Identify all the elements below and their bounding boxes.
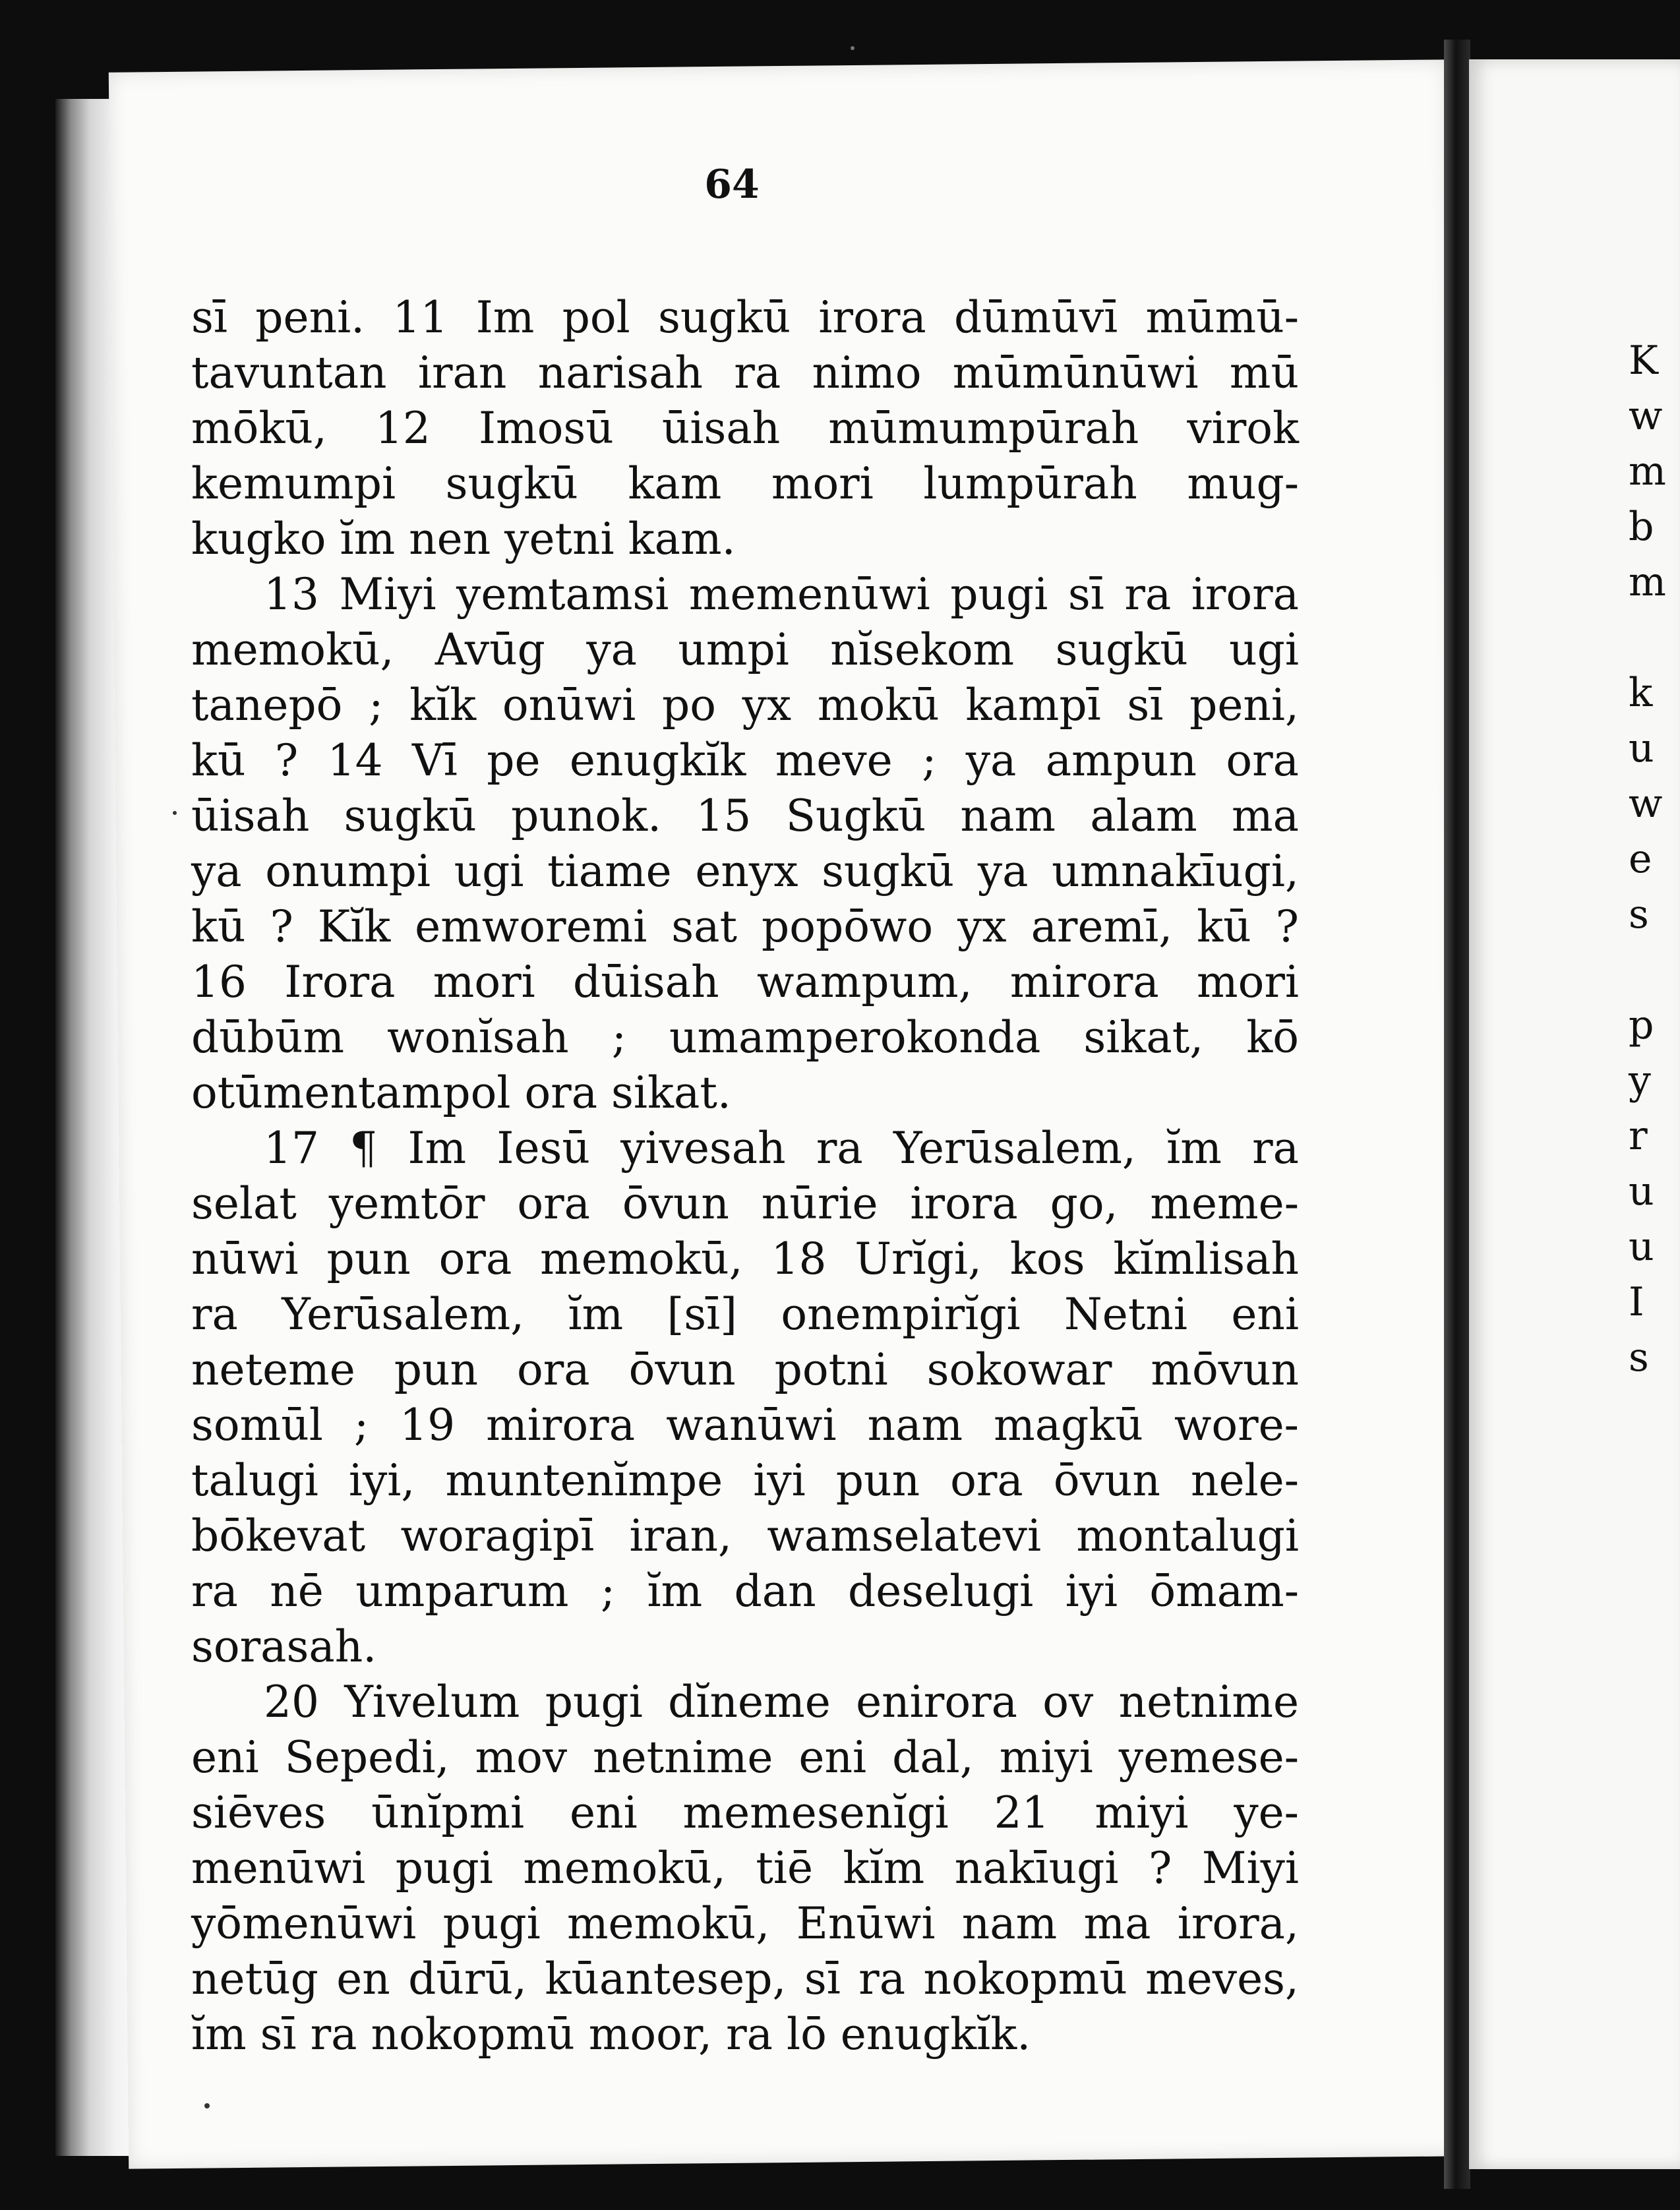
facing-page-letter: w [1629, 393, 1663, 439]
text-line: memokū, Avūg ya umpi nĭsekom sugkū ugi [191, 624, 1299, 675]
text-line: ĭm sī ra nokopmū moor, ra lō enugkĭk. [191, 2009, 1031, 2060]
text-line: ra Yerūsalem, ĭm [sī] onempirĭgi Netni eni [191, 1289, 1299, 1340]
text-line: tanepō ; kĭk onūwi po yx mokū kampī sī peni, [191, 680, 1299, 731]
facing-page-letter: r [1629, 1113, 1648, 1159]
text-line: 20 Yivelum pugi dĭneme enirora ov netnime [264, 1677, 1299, 1727]
facing-page-letter: m [1629, 448, 1666, 494]
facing-page-letter: s [1629, 891, 1649, 938]
text-line: kemumpi sugkū kam mori lumpūrah mug- [191, 458, 1299, 509]
facing-page-letter: u [1629, 1224, 1654, 1270]
text-line: dūbūm wonĭsah ; umamperokonda sikat, kō [191, 1012, 1299, 1063]
page-body-text [191, 290, 1299, 2062]
text-line: tavuntan iran narisah ra nimo mūmūnūwi mū [191, 347, 1299, 398]
text-line: sorasah. [191, 1621, 377, 1672]
facing-page-letter: w [1629, 781, 1663, 827]
text-line: siēves ūnĭpmi eni memesenĭgi 21 miyi ye- [191, 1787, 1299, 1838]
facing-page-letter: K [1629, 338, 1658, 384]
text-line: 17 ¶ Im Iesū yivesah ra Yerūsalem, ĭm ra [264, 1123, 1299, 1174]
text-line: kū ? Kĭk emworemi sat popōwo yx aremī, kū ? [191, 901, 1299, 952]
text-line: ūisah sugkū punok. 15 Sugkū nam alam ma [191, 791, 1299, 841]
text-line: selat yemtōr ora ōvun nūrie irora go, meme- [191, 1178, 1299, 1229]
facing-page-text-fragments [1629, 333, 1668, 1385]
facing-page-letter: m [1629, 559, 1666, 605]
facing-page-letter: p [1629, 1002, 1654, 1048]
text-line: mōkū, 12 Imosū ūisah mūmumpūrah virok [191, 403, 1299, 454]
text-line: kugko ĭm nen yetni kam. [191, 514, 736, 564]
text-line: ra nē umparum ; ĭm dan deselugi iyi ōmam- [191, 1566, 1299, 1617]
scan-speck [204, 2103, 210, 2108]
text-line: otūmentampol ora sikat. [191, 1067, 731, 1118]
facing-page-letter: I [1629, 1279, 1644, 1325]
facing-page-letter: u [1629, 1168, 1654, 1214]
text-line: bōkevat woragipī iran, wamselatevi montalugi [191, 1510, 1299, 1561]
scan-speck [851, 46, 855, 50]
text-line: talugi iyi, muntenĭmpe iyi pun ora ōvun nele- [191, 1455, 1299, 1506]
text-line: netūg en dūrū, kūantesep, sī ra nokopmū meves, [191, 1954, 1299, 2004]
text-line: 13 Miyi yemtamsi memenūwi pugi sī ra irora [264, 569, 1299, 620]
text-line: 16 Irora mori dūisah wampum, mirora mori [191, 957, 1299, 1007]
facing-page-letter: u [1629, 725, 1654, 771]
text-line: neteme pun ora ōvun potni sokowar mōvun [191, 1344, 1299, 1395]
facing-page-letter [1629, 942, 1668, 998]
facing-page-letter: e [1629, 836, 1652, 882]
facing-page-letter: s [1629, 1334, 1649, 1381]
facing-page-letter: k [1629, 670, 1653, 716]
text-line: nūwi pun ora memokū, 18 Urĭgi, kos kĭmlisah [191, 1234, 1299, 1284]
book-gutter [1444, 40, 1470, 2189]
facing-page-letter: y [1629, 1058, 1651, 1104]
facing-page-letter: b [1629, 504, 1654, 550]
text-line: eni Sepedi, mov netnime eni dal, miyi yemese- [191, 1732, 1299, 1783]
text-line: menūwi pugi memokū, tiē kĭm nakīugi ? Miyi [191, 1843, 1299, 1894]
text-line: ya onumpi ugi tiame enyx sugkū ya umnakīugi, [191, 846, 1299, 897]
text-line: yōmenūwi pugi memokū, Enūwi nam ma irora, [191, 1898, 1299, 1949]
text-line: somūl ; 19 mirora wanūwi nam magkū wore- [191, 1400, 1299, 1450]
facing-page-letter [1629, 610, 1668, 665]
page-number: 64 [704, 162, 760, 208]
scan-speck [173, 811, 177, 815]
text-line: kū ? 14 Vī pe enugkĭk meve ; ya ampun ora [191, 735, 1299, 786]
text-line: sī peni. 11 Im pol sugkū irora dūmūvī mūmū- [191, 292, 1299, 343]
